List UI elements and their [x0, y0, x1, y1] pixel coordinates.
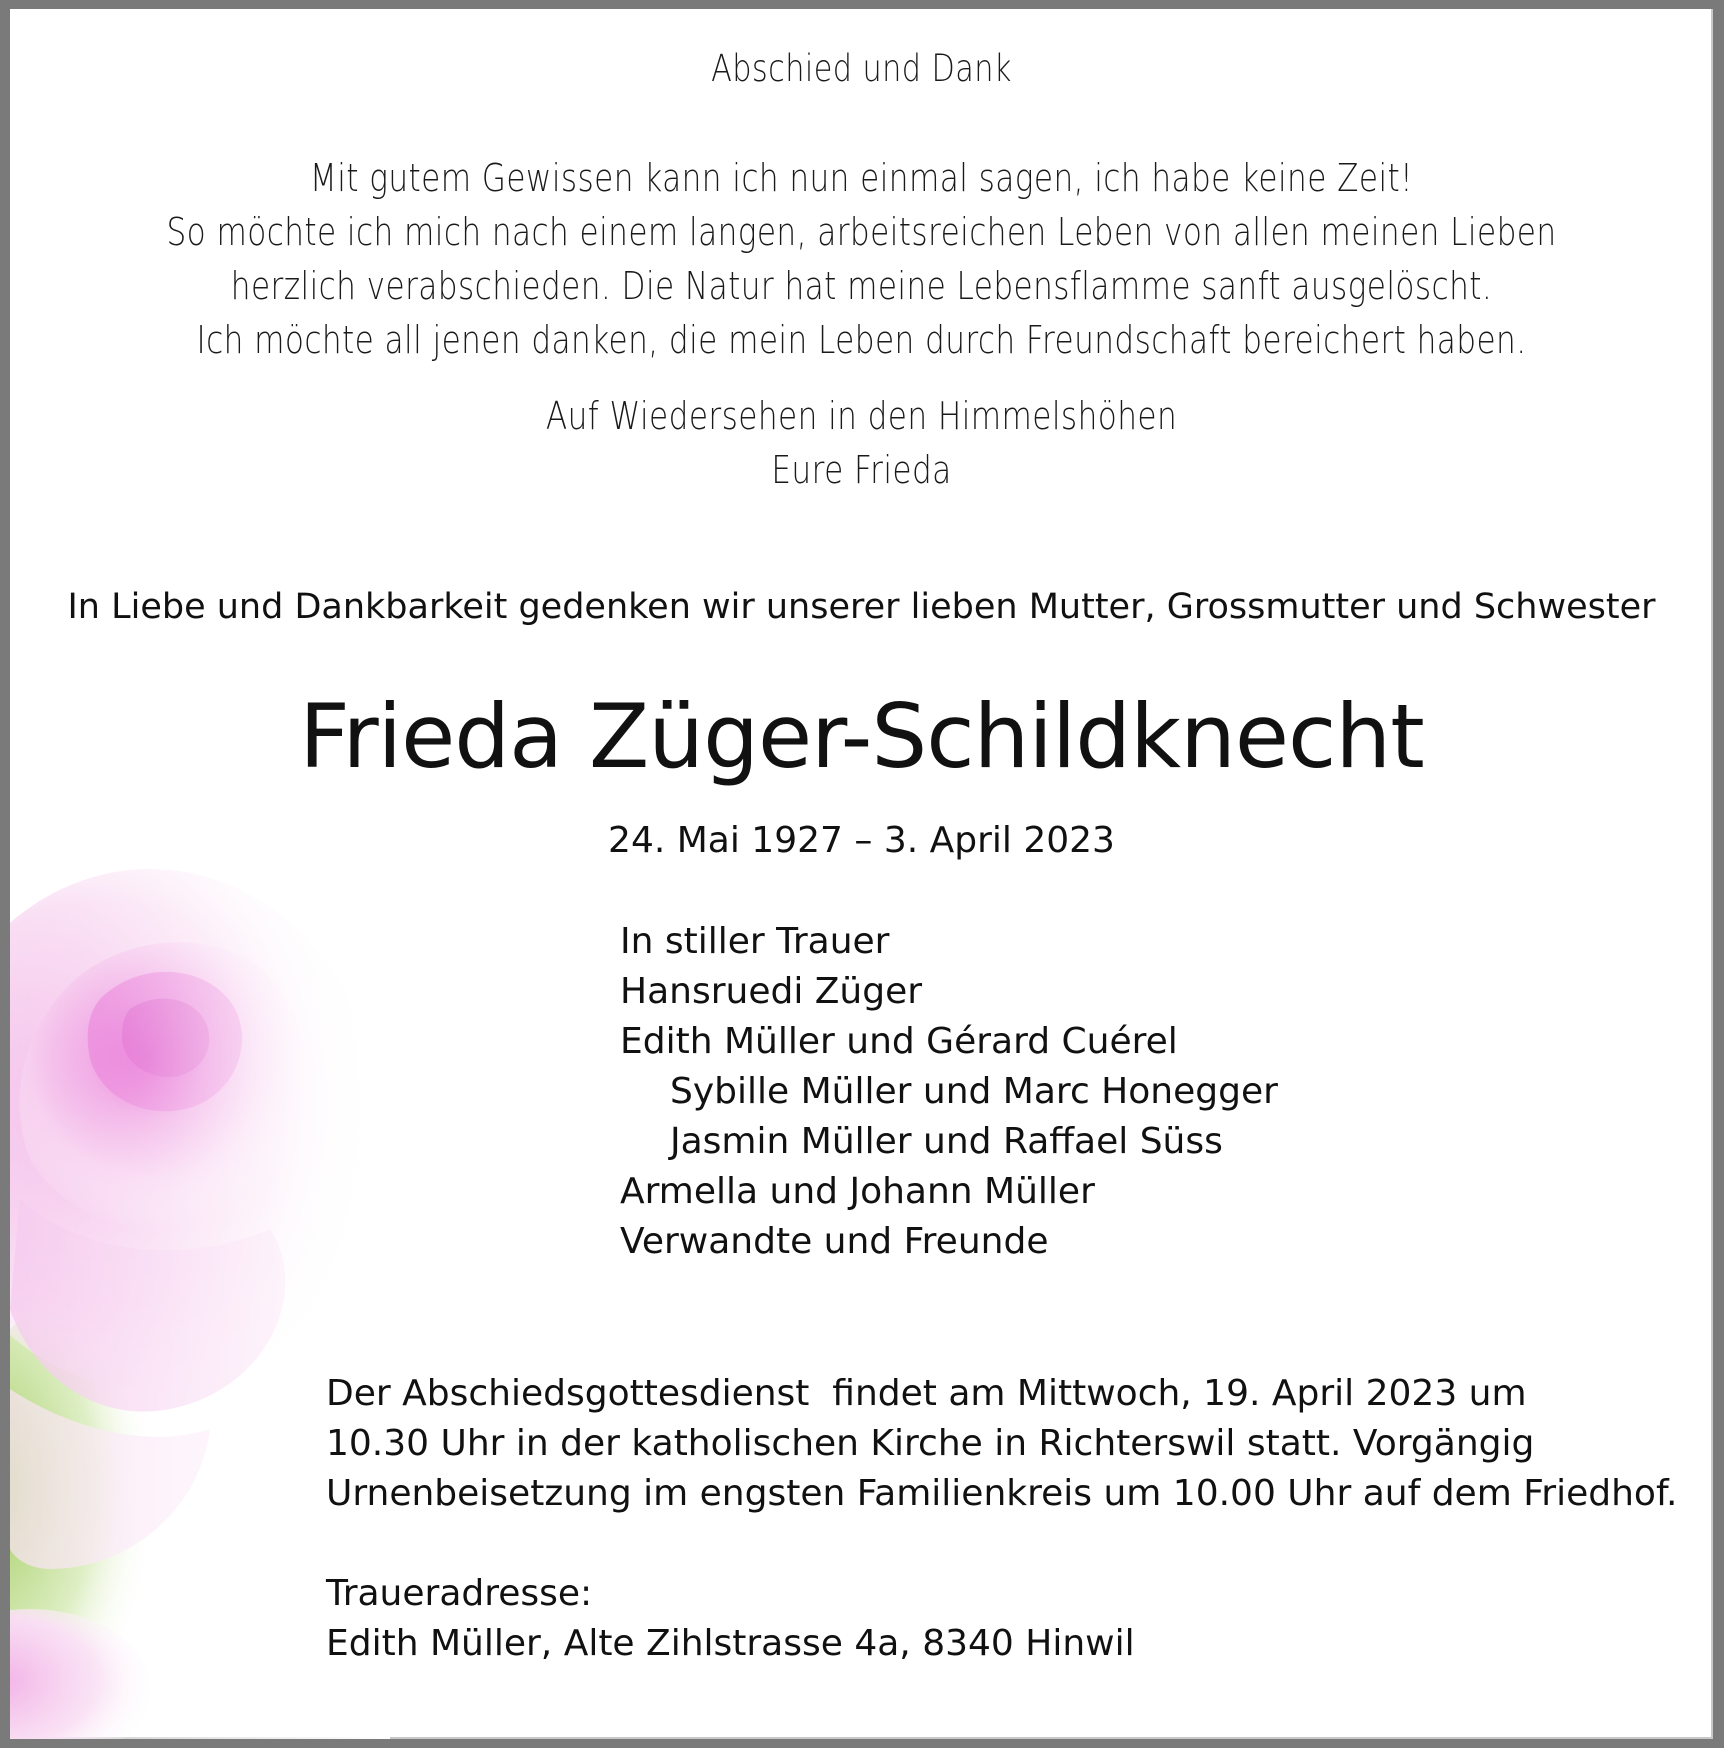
address-text: Edith Müller, Alte Zihlstrasse 4a, 8340 Hinwil: [326, 1623, 1135, 1664]
address-label: Traueradresse:: [326, 1573, 593, 1614]
signoff-line: Auf Wiedersehen in den Himmelshöhen: [545, 394, 1178, 438]
service-line: Urnenbeisetzung im engsten Familienkreis um 10.00 Uhr auf dem Friedhof.: [326, 1473, 1678, 1514]
poem: [163, 151, 1559, 367]
mourners-list: [620, 917, 1278, 1267]
poem-line: Mit gutem Gewissen kann ich nun einmal sagen, ich habe keine Zeit!: [309, 156, 1414, 200]
life-dates: 24. Mai 1927 – 3. April 2023: [608, 820, 1115, 861]
poem-line: So möchte ich mich nach einem langen, arbeitsreichen Leben von allen meinen Lieben: [166, 210, 1557, 254]
signoff-line: Eure Frieda: [771, 448, 952, 492]
poem-line: herzlich verabschieden. Die Natur hat meine Lebensflamme sanft ausgelöscht.: [230, 264, 1493, 308]
deceased-name: Frieda Züger-Schildknecht: [299, 685, 1424, 788]
signoff: [163, 389, 1559, 497]
mourner-line: Armella und Johann Müller: [620, 1171, 1095, 1212]
mourner-line: Verwandte und Freunde: [620, 1221, 1049, 1262]
mourner-line: Hansruedi Züger: [620, 971, 923, 1012]
poem-line: Ich möchte all jenen danken, die mein Leben durch Freundschaft bereichert haben.: [196, 318, 1527, 362]
mourner-line: Edith Müller und Gérard Cuérel: [620, 1021, 1178, 1062]
heading-farewell: Abschied und Dank: [711, 47, 1012, 90]
intro-text: In Liebe und Dankbarkeit gedenken wir unserer lieben Mutter, Grossmutter und Schwester: [67, 587, 1656, 627]
service-info: [326, 1369, 1706, 1519]
mourner-line: Sybille Müller und Marc Honegger: [670, 1071, 1278, 1112]
mourner-line: In stiller Trauer: [620, 921, 890, 962]
service-line: 10.30 Uhr in der katholischen Kirche in Richterswil statt. Vorgängig: [326, 1423, 1535, 1464]
mourning-address: [326, 1569, 1135, 1669]
service-line: Der Abschiedsgottesdienst findet am Mittwoch, 19. April 2023 um: [326, 1373, 1527, 1414]
mourner-line: Jasmin Müller und Raffael Süss: [670, 1121, 1223, 1162]
